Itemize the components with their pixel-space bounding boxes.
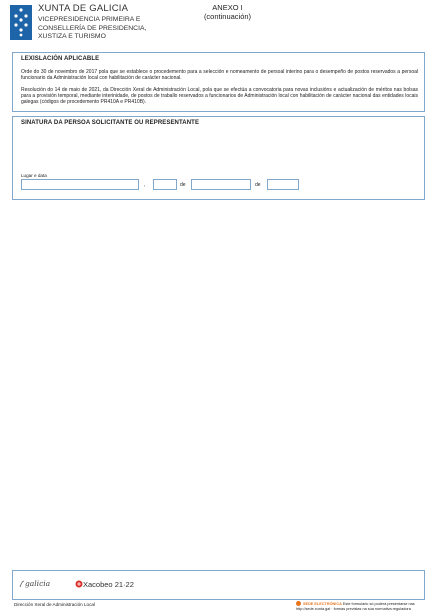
legislation-paragraph-2: Resolución do 14 de maio de 2021, da Dirección Xeral de Administración Local, pola que se efectúa a convocatoria para novas inclusións e actualización de méritos nas bolsas para a provisión temporal, mediante interinidade, de postos de traballo reservados a funcionarios de Administración local con habilitación de carácter nacional das entidades locais galegas (códigos de procedemento PR410A e PR410B). [21,87,418,106]
legislation-paragraph-1: Orde do 30 de novembro de 2017 pola que se establece o procedemento para a selección e nomeamento de persoal interino para o desempeño de postos reservados a persoal funcionario da Administración local con habilitación de carácter nacional. [21,69,418,82]
annex-title: ANEXO I [212,3,243,12]
month-input[interactable] [191,179,251,190]
signature-title: SINATURA DA PERSOA SOLICITANTE OU REPRESENTANTE [21,120,200,126]
legislation-title: LEXISLACIÓN APLICABLE [21,56,100,62]
sede-notice [296,601,432,611]
galicia-logo: galicia [25,579,51,588]
place-input[interactable] [21,179,139,190]
sede-url[interactable]: http://sede.xunta.gal · formas previstas na súa normativa reguladora [296,606,411,611]
sede-line-1 [296,601,432,607]
annex-subtitle: (continuación) [203,12,252,21]
dept-line-2: CONSELLERÍA DE PRESIDENCIA, [38,24,147,32]
legislation-section [12,52,425,112]
footer-logos [12,570,425,600]
de-separator-2: de [255,182,261,188]
place-date-label: Lugar e data [21,173,47,178]
sede-label: SEDE ELECTRÓNICA [303,602,342,606]
footer-department: Dirección Xeral de Administración Local [14,602,95,607]
de-separator-1: de [180,182,186,188]
dept-line-1: VICEPRESIDENCIA PRIMEIRA E [38,16,141,23]
day-input[interactable] [153,179,177,190]
annex-heading [195,3,260,21]
dept-line-3: XUSTIZA E TURISMO [38,33,106,41]
xacobeo-logo: Xacobeo 21·22 [83,580,134,589]
xunta-logo [10,5,32,40]
xacobeo-icon [75,580,83,588]
year-input[interactable] [267,179,299,190]
department-name [38,16,146,42]
signature-section [12,116,425,200]
sede-text: Este formulario só poderá presentarse nas [342,602,415,606]
sede-icon [296,601,301,606]
org-name: XUNTA DE GALICIA [38,3,129,14]
comma-separator: , [144,182,146,188]
